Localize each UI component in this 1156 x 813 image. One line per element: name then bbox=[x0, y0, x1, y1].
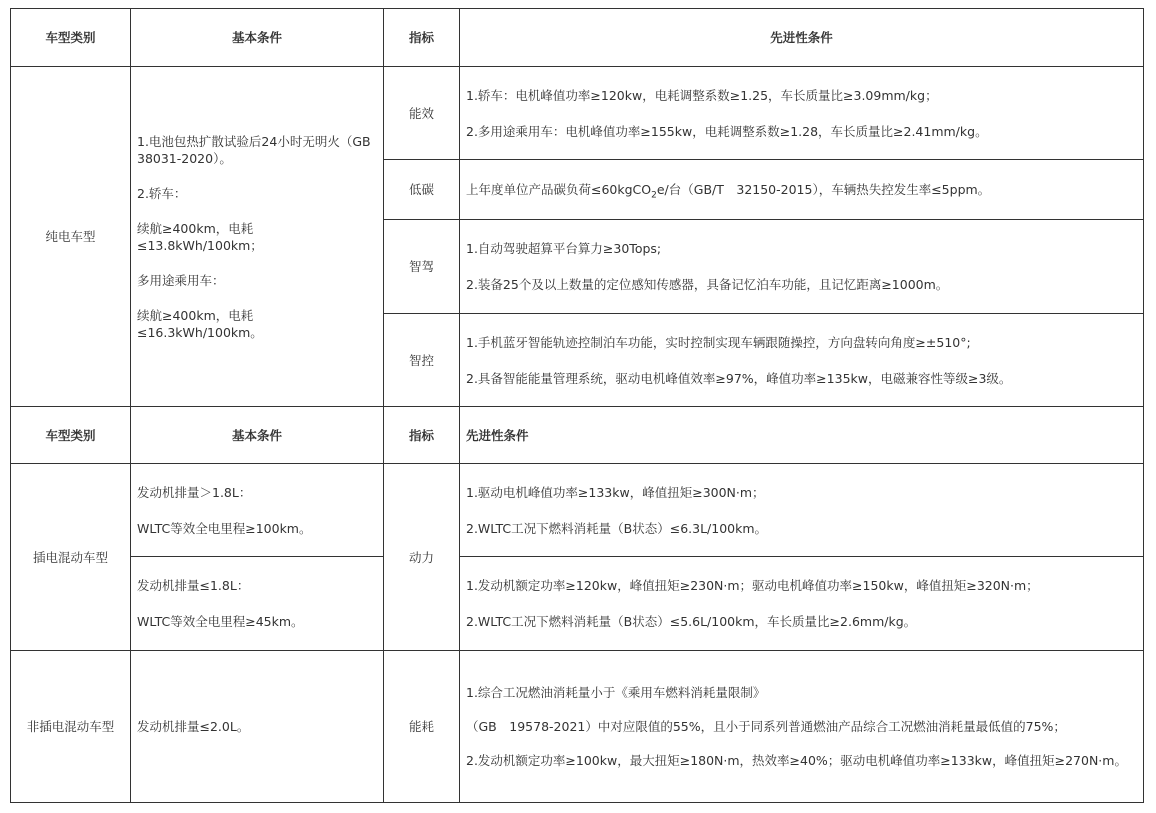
table-header-row bbox=[11, 407, 1144, 464]
bev-type: 纯电车型 bbox=[11, 67, 131, 407]
low-carbon-conditions bbox=[460, 160, 1144, 220]
smart-driving-conditions bbox=[460, 220, 1144, 314]
header-vehicle-type: 车型类别 bbox=[11, 9, 131, 67]
bev-basic-line: 多用途乘用车： bbox=[137, 272, 225, 288]
condition-line: 2.装备25个及以上数量的定位感知传感器，具备记忆泊车功能，且记忆距离≥1000m。 bbox=[466, 277, 949, 292]
bev-basic-line: 续航≥400km，电耗≤16.3kWh/100km。 bbox=[137, 307, 263, 340]
bev-basic-line: 续航≥400km，电耗≤13.8kWh/100km； bbox=[137, 220, 263, 253]
header-indicator: 指标 bbox=[384, 407, 460, 464]
phev-basic-line: 发动机排量＞1.8L： bbox=[137, 484, 252, 500]
header-advanced-conditions: 先进性条件 bbox=[460, 9, 1144, 67]
hev-basic-conditions: 发动机排量≤2.0L。 bbox=[131, 651, 384, 803]
energy-consumption-conditions bbox=[460, 651, 1144, 803]
condition-line: 1.自动驾驶超算平台算力≥30Tops; bbox=[466, 241, 662, 256]
phev-basic-conditions bbox=[131, 557, 384, 651]
power-conditions bbox=[460, 557, 1144, 651]
indicator-smart-driving: 智驾 bbox=[384, 220, 460, 314]
phev-basic-line: 发动机排量≤1.8L： bbox=[137, 578, 250, 593]
efficiency-conditions bbox=[460, 67, 1144, 160]
indicator-energy-consumption: 能耗 bbox=[384, 651, 460, 803]
phev-basic-line: WLTC等效全电里程≥45km。 bbox=[137, 614, 304, 629]
condition-line: 2.具备智能能量管理系统，驱动电机峰值效率≥97%，峰值功率≥135kw，电磁兼容性等级≥3级。 bbox=[466, 370, 1012, 386]
condition-line bbox=[466, 181, 1137, 201]
header-basic-conditions: 基本条件 bbox=[131, 9, 384, 67]
condition-line: （GB 19578-2021）中对应限值的55%，且小于同系列普通燃油产品综合工况燃油消耗量最低值的75%； bbox=[466, 719, 1066, 734]
smart-control-conditions bbox=[460, 314, 1144, 407]
indicator-smart-control: 智控 bbox=[384, 314, 460, 407]
table-row bbox=[11, 651, 1144, 803]
phev-basic-conditions bbox=[131, 464, 384, 557]
condition-line: 1.手机蓝牙智能轨迹控制泊车功能，实时控制实现车辆跟随操控，方向盘转向角度≥±510°; bbox=[466, 334, 971, 350]
carbon-subscript: 2 bbox=[651, 190, 657, 201]
condition-line: 2.发动机额定功率≥100kw，最大扭矩≥180N·m，热效率≥40%；驱动电机峰值功率≥133kw，峰值扭矩≥270N·m。 bbox=[466, 753, 1127, 768]
indicator-efficiency: 能效 bbox=[384, 67, 460, 160]
header-basic-conditions: 基本条件 bbox=[131, 407, 384, 464]
indicator-low-carbon: 低碳 bbox=[384, 160, 460, 220]
condition-line: 2.WLTC工况下燃料消耗量（B状态）≤5.6L/100km，车长质量比≥2.6mm/kg。 bbox=[466, 614, 917, 629]
phev-type: 插电混动车型 bbox=[11, 464, 131, 651]
bev-basic-conditions bbox=[131, 67, 384, 407]
header-indicator: 指标 bbox=[384, 9, 460, 67]
condition-line: 2.WLTC工况下燃料消耗量（B状态）≤6.3L/100km。 bbox=[466, 520, 768, 536]
vehicle-conditions-table bbox=[10, 8, 1144, 803]
bev-basic-line: 2.轿车： bbox=[137, 185, 187, 201]
phev-basic-line: WLTC等效全电里程≥100km。 bbox=[137, 520, 312, 536]
bev-basic-line: 1.电池包热扩散试验后24小时无明火（GB 38031-2020）。 bbox=[137, 133, 384, 166]
power-conditions bbox=[460, 464, 1144, 557]
condition-line: 1.综合工况燃油消耗量小于《乘用车燃料消耗量限制》 bbox=[466, 685, 766, 700]
indicator-power: 动力 bbox=[384, 464, 460, 651]
table-header-row bbox=[11, 9, 1144, 67]
table-row bbox=[11, 67, 1144, 160]
condition-line: 1.轿车：电机峰值功率≥120kw，电耗调整系数≥1.25，车长质量比≥3.09mm/kg； bbox=[466, 87, 938, 103]
condition-line: 1.发动机额定功率≥120kw，峰值扭矩≥230N·m；驱动电机峰值功率≥150kw，峰值扭矩≥320N·m； bbox=[466, 578, 1039, 593]
header-advanced-conditions: 先进性条件 bbox=[460, 407, 1144, 464]
hev-type: 非插电混动车型 bbox=[11, 651, 131, 803]
carbon-text-post: e/台（GB/T 32150-2015），车辆热失控发生率≤5ppm。 bbox=[656, 182, 991, 197]
table-row bbox=[11, 464, 1144, 557]
carbon-text-pre: 上年度单位产品碳负荷≤60kgCO bbox=[466, 182, 652, 197]
table-row bbox=[11, 557, 1144, 651]
condition-line: 2.多用途乘用车：电机峰值功率≥155kw，电耗调整系数≥1.28，车长质量比≥2.41mm/kg。 bbox=[466, 123, 988, 139]
condition-line: 1.驱动电机峰值功率≥133kw，峰值扭矩≥300N·m； bbox=[466, 484, 765, 500]
header-vehicle-type: 车型类别 bbox=[11, 407, 131, 464]
